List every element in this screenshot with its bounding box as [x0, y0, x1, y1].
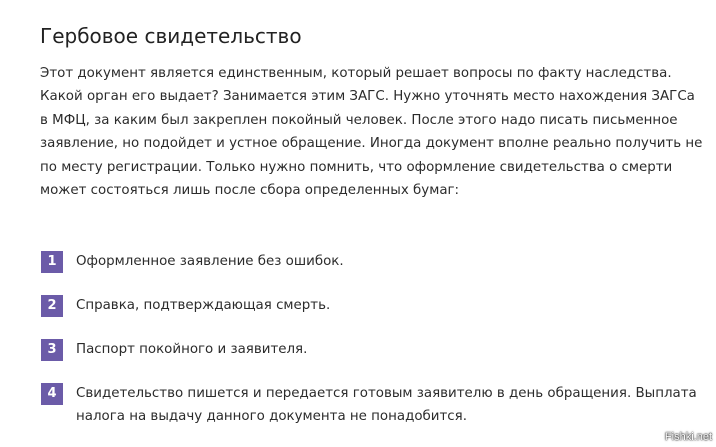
list-item-text: Свидетельство пишется и передается готовым заявителю в день обращения. Выплата налога на выдачу данного документа не понадобится.: [76, 386, 697, 425]
article-paragraph: Этот документ является единственным, который решает вопросы по факту наследства. Какой орган его выдает? Занимается этим ЗАГС. Нужно уточнять место нахождения ЗАГСа в МФЦ, за каким был закреплен покойный человек. После этого надо писать письменное заявление, но подойдет и устное обращение. Иногда документ вполне реально получить не по месту регистрации. Только нужно помнить, что оформление свидетельства о смерти может состояться лишь после сбора определенных бумаг:: [40, 66, 703, 199]
article-title: Гербовое свидетельство: [40, 24, 302, 48]
watermark: Fishki.net: [664, 431, 712, 443]
number-badge: 3: [41, 339, 63, 361]
list-item: [40, 382, 710, 429]
number-badge: 2: [41, 295, 63, 317]
list-item-text: Справка, подтверждающая смерть.: [76, 298, 331, 313]
number-badge: 1: [41, 251, 63, 273]
list-item: [40, 338, 710, 361]
list-item: [40, 250, 710, 273]
number-badge: 4: [41, 383, 63, 405]
requirements-list: [40, 250, 710, 429]
list-item-text: Паспорт покойного и заявителя.: [76, 342, 308, 357]
list-item-text: Оформленное заявление без ошибок.: [76, 254, 344, 269]
list-item: [40, 294, 710, 317]
